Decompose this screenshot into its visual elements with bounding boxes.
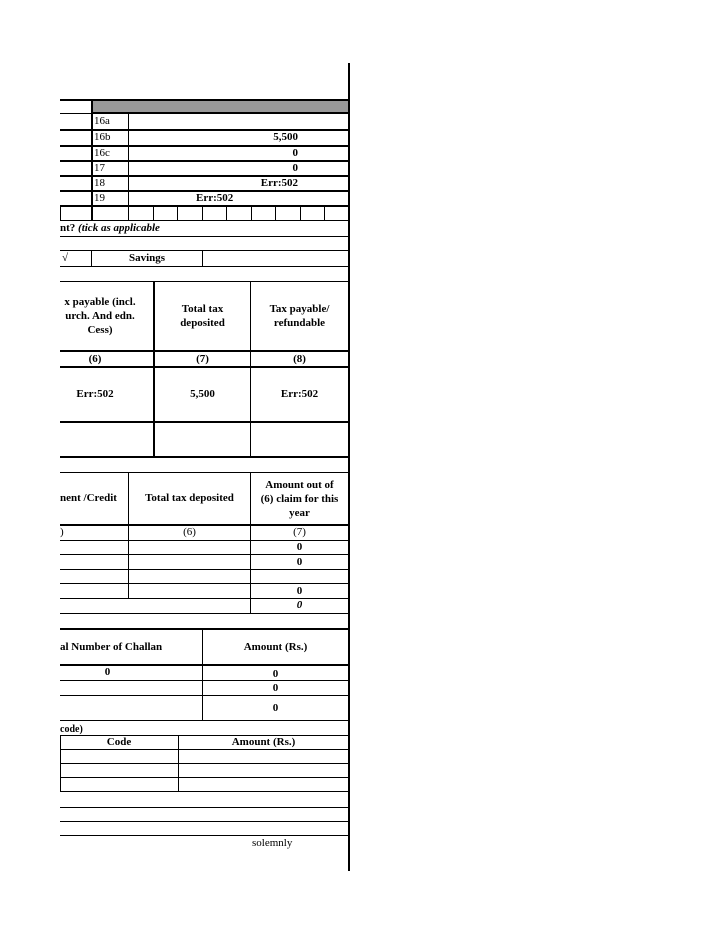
- row-code: 19: [94, 192, 105, 204]
- rule: [60, 206, 61, 221]
- rule: [60, 583, 348, 584]
- row-value: Err:502: [196, 192, 234, 204]
- tax-value: Err:502: [280, 388, 319, 400]
- tax-header-deposited-line: deposited: [180, 317, 225, 329]
- rule: [60, 613, 348, 614]
- credit-header-3: [251, 478, 348, 520]
- rule: [60, 777, 348, 778]
- challan-row-value: 0: [104, 666, 111, 678]
- account-prompt: [60, 222, 160, 235]
- rule: [60, 220, 348, 221]
- challan-amount: 0: [272, 682, 279, 694]
- rule: [300, 206, 301, 221]
- rule: [60, 695, 348, 696]
- rule: [60, 266, 348, 267]
- code-note: code): [60, 724, 83, 735]
- account-tick[interactable]: √: [62, 252, 69, 264]
- challan-amount: 0: [272, 668, 279, 680]
- row-code: 17: [94, 162, 105, 174]
- tax-header-refundable: [251, 302, 348, 330]
- credit-colnum: (7): [293, 526, 306, 538]
- credit-header-1: nent /Credit: [60, 492, 117, 504]
- tax-header-deposited-line: Total tax: [181, 303, 224, 315]
- tax-header-payable: [50, 295, 150, 337]
- credit-value: 0: [296, 541, 303, 553]
- code-header-code: Code: [106, 736, 132, 748]
- challan-header-2: Amount (Rs.): [243, 641, 308, 653]
- row-code: 18: [94, 177, 105, 189]
- rule: [60, 791, 348, 792]
- code-header-amount: Amount (Rs.): [231, 736, 296, 748]
- tax-header-payable-line: Cess): [87, 324, 113, 336]
- rule: [60, 113, 348, 114]
- solemnly-text: solemnly: [252, 837, 293, 849]
- rule: [153, 206, 154, 221]
- rule: [60, 281, 348, 282]
- credit-colnum: (6): [183, 526, 196, 538]
- rule: [324, 206, 325, 221]
- rule: [60, 205, 348, 207]
- rule: [60, 807, 348, 808]
- tax-colnum: (8): [293, 353, 306, 365]
- rule: [60, 250, 348, 251]
- rule: [60, 720, 348, 721]
- credit-total-value: 0: [296, 599, 303, 611]
- credit-value: 0: [296, 556, 303, 568]
- tax-value: Err:502: [76, 388, 114, 400]
- row-code: 16b: [94, 131, 111, 143]
- credit-header-3-line: (6) claim for this: [260, 493, 339, 505]
- credit-total: [251, 599, 348, 612]
- tax-colnum: (7): [196, 353, 209, 365]
- tax-colnum: (6): [88, 353, 102, 365]
- rule: [60, 236, 348, 237]
- rule: [202, 206, 203, 221]
- tax-header-payable-line: urch. And edn.: [65, 310, 135, 322]
- row-value: Err:502: [260, 177, 298, 189]
- rule: [202, 250, 203, 266]
- account-prompt-prefix: nt?: [60, 222, 79, 234]
- rule: [60, 554, 348, 555]
- rule: [177, 206, 178, 221]
- rule: [60, 421, 348, 423]
- challan-amount: 0: [272, 702, 279, 714]
- rule: [60, 821, 348, 822]
- account-prompt-italic: (tick as applicable: [78, 222, 160, 234]
- account-savings[interactable]: Savings: [128, 252, 166, 264]
- row-value: 5,500: [273, 131, 298, 143]
- page-right-border: [348, 63, 350, 871]
- row-code: 16c: [94, 147, 110, 159]
- rule: [60, 749, 348, 750]
- rule: [60, 472, 348, 473]
- rule: [251, 206, 252, 221]
- tax-header-refundable-line: Tax payable/: [269, 303, 330, 315]
- credit-value: 0: [296, 585, 303, 597]
- tax-header-deposited: [155, 302, 250, 330]
- challan-header-1: al Number of Challan: [60, 641, 163, 653]
- section-header-bar: [92, 99, 348, 113]
- row-value: 0: [292, 162, 298, 174]
- rule: [60, 350, 348, 352]
- tax-header-payable-line: x payable (incl.: [64, 296, 136, 308]
- rule: [226, 206, 227, 221]
- credit-header-3-line: Amount out of: [265, 479, 334, 491]
- row-value: 0: [292, 147, 298, 159]
- rule: [60, 628, 348, 630]
- rule: [60, 569, 348, 570]
- credit-header-3-line: year: [289, 507, 310, 519]
- rule: [60, 366, 348, 368]
- rule: [60, 763, 348, 764]
- rule: [60, 835, 348, 836]
- credit-header-2: Total tax deposited: [145, 492, 234, 504]
- credit-colnum: ): [60, 526, 64, 538]
- rule: [60, 456, 348, 458]
- row-code: 16a: [94, 115, 110, 127]
- rule: [60, 680, 348, 681]
- tax-value: 5,500: [190, 388, 215, 400]
- rule: [275, 206, 276, 221]
- rule: [128, 206, 129, 221]
- rule: [60, 99, 92, 101]
- tax-header-refundable-line: refundable: [273, 317, 326, 329]
